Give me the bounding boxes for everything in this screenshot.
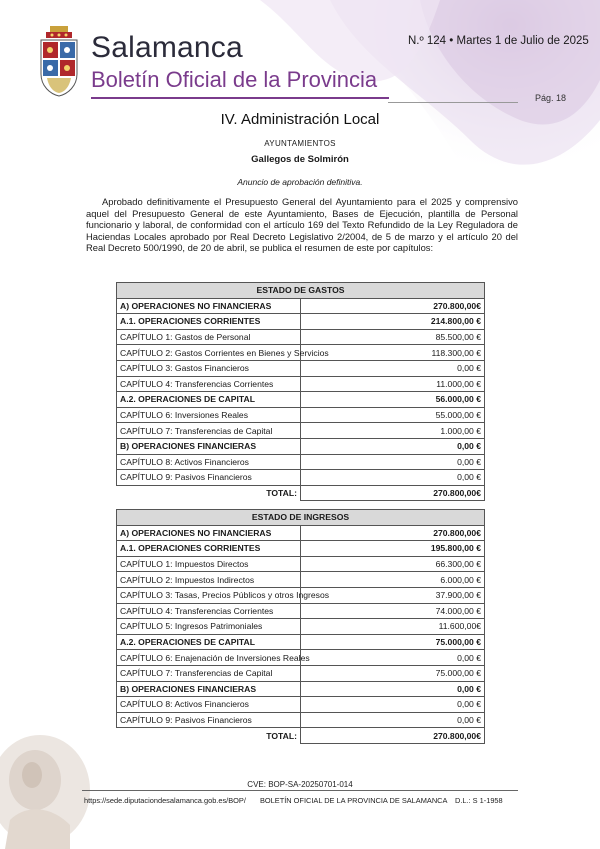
row-amount: 0,00 €	[301, 438, 485, 454]
expenses-table-header: ESTADO DE GASTOS	[117, 283, 485, 299]
row-amount: 74.000,00 €	[301, 603, 485, 619]
total-row	[117, 485, 485, 501]
table-row	[117, 376, 485, 392]
row-amount: 0,00 €	[301, 360, 485, 376]
table-row	[117, 392, 485, 408]
income-table	[116, 509, 485, 744]
brand-underline	[91, 97, 389, 99]
section-title: IV. Administración Local	[220, 111, 380, 128]
row-amount: 37.900,00 €	[301, 587, 485, 603]
row-label: CAPÍTULO 2: Impuestos Indirectos	[117, 572, 301, 588]
row-label: CAPÍTULO 1: Impuestos Directos	[117, 556, 301, 572]
row-amount: 1.000,00 €	[301, 423, 485, 439]
table-row	[117, 454, 485, 470]
table-row	[117, 665, 485, 681]
table-row	[117, 587, 485, 603]
footer-legal-deposit: D.L.: S 1-1958	[455, 796, 503, 805]
row-amount: 11.000,00 €	[301, 376, 485, 392]
row-label: A.1. OPERACIONES CORRIENTES	[117, 314, 301, 330]
brand-subtitle: Boletín Oficial de la Provincia	[91, 67, 378, 92]
total-amount: 270.800,00€	[301, 485, 485, 501]
announcement-type: Anuncio de aprobación definitiva.	[237, 177, 363, 187]
cve-code: CVE: BOP-SA-20250701-014	[247, 780, 353, 789]
row-amount: 0,00 €	[301, 681, 485, 697]
table-row	[117, 470, 485, 486]
table-row	[117, 712, 485, 728]
province-coat-of-arms-icon	[38, 26, 80, 96]
table-row	[117, 556, 485, 572]
table-row	[117, 572, 485, 588]
row-label: CAPÍTULO 8: Activos Financieros	[117, 454, 301, 470]
income-table-header: ESTADO DE INGRESOS	[117, 510, 485, 526]
table-header-row	[117, 510, 485, 526]
section-category: AYUNTAMIENTOS	[264, 139, 336, 148]
row-amount: 75.000,00 €	[301, 634, 485, 650]
footer-url-link[interactable]: https://sede.diputaciondesalamanca.gob.es/BOP/	[84, 796, 246, 805]
table-row	[117, 423, 485, 439]
row-label: B) OPERACIONES FINANCIERAS	[117, 681, 301, 697]
row-label: CAPÍTULO 4: Transferencias Corrientes	[117, 376, 301, 392]
row-label: B) OPERACIONES FINANCIERAS	[117, 438, 301, 454]
row-amount: 0,00 €	[301, 470, 485, 486]
header-divider	[388, 102, 518, 103]
table-row	[117, 345, 485, 361]
table-row	[117, 681, 485, 697]
issue-number-date: N.º 124 • Martes 1 de Julio de 2025	[408, 35, 589, 47]
table-row	[117, 619, 485, 635]
row-amount: 75.000,00 €	[301, 665, 485, 681]
page-number: Pág. 18	[535, 93, 567, 103]
table-header-row	[117, 283, 485, 299]
row-amount: 56.000,00 €	[301, 392, 485, 408]
row-label: A.2. OPERACIONES DE CAPITAL	[117, 634, 301, 650]
table-row	[117, 329, 485, 345]
row-amount: 195.800,00 €	[301, 541, 485, 557]
row-amount: 270.800,00€	[301, 525, 485, 541]
table-row	[117, 407, 485, 423]
total-row	[117, 728, 485, 744]
table-row	[117, 525, 485, 541]
row-label: A.2. OPERACIONES DE CAPITAL	[117, 392, 301, 408]
row-label: A) OPERACIONES NO FINANCIERAS	[117, 298, 301, 314]
body-paragraph: Aprobado definitivamente el Presupuesto General del Ayuntamiento para el 2025 y comprensivo aquel del Presupuesto General de este Ayuntamiento, Bases de Ejecución, plantilla de Personal funcionario y laboral, de conformidad con el artículo 169 del Texto Refundido de la Ley Reguladora de Haciendas Locales aprobado por Real Decreto Legislativo 2/2004, de 5 de marzo y el artículo 20 del Real Decreto 500/1990, de 20 de abril, se publica el resumen de este por capítulos:	[86, 196, 518, 254]
footer-publication-name: BOLETÍN OFICIAL DE LA PROVINCIA DE SALAMANCA	[260, 796, 448, 805]
row-label: CAPÍTULO 6: Enajenación de Inversiones Reales	[117, 650, 301, 666]
table-row	[117, 634, 485, 650]
row-label: A.1. OPERACIONES CORRIENTES	[117, 541, 301, 557]
row-amount: 0,00 €	[301, 712, 485, 728]
table-row	[117, 438, 485, 454]
row-amount: 66.300,00 €	[301, 556, 485, 572]
table-row	[117, 697, 485, 713]
table-row	[117, 298, 485, 314]
row-label: CAPÍTULO 7: Transferencias de Capital	[117, 665, 301, 681]
row-amount: 11.600,00€	[301, 619, 485, 635]
row-label: CAPÍTULO 9: Pasivos Financieros	[117, 470, 301, 486]
row-amount: 6.000,00 €	[301, 572, 485, 588]
row-label: A) OPERACIONES NO FINANCIERAS	[117, 525, 301, 541]
table-row	[117, 650, 485, 666]
row-label: CAPÍTULO 1: Gastos de Personal	[117, 329, 301, 345]
expenses-table	[116, 282, 485, 501]
row-amount: 55.000,00 €	[301, 407, 485, 423]
row-label: CAPÍTULO 9: Pasivos Financieros	[117, 712, 301, 728]
total-amount: 270.800,00€	[301, 728, 485, 744]
row-amount: 118.300,00 €	[301, 345, 485, 361]
total-label: TOTAL:	[117, 728, 301, 744]
table-row	[117, 603, 485, 619]
row-label: CAPÍTULO 3: Tasas, Precios Públicos y otros Ingresos	[117, 587, 301, 603]
table-row	[117, 541, 485, 557]
municipality-name: Gallegos de Solmirón	[251, 154, 349, 165]
brand-title: Salamanca	[91, 31, 243, 64]
row-label: CAPÍTULO 8: Activos Financieros	[117, 697, 301, 713]
row-amount: 0,00 €	[301, 454, 485, 470]
row-label: CAPÍTULO 2: Gastos Corrientes en Bienes y Servicios	[117, 345, 301, 361]
row-amount: 0,00 €	[301, 697, 485, 713]
table-row	[117, 360, 485, 376]
row-label: CAPÍTULO 7: Transferencias de Capital	[117, 423, 301, 439]
row-amount: 85.500,00 €	[301, 329, 485, 345]
table-row	[117, 314, 485, 330]
total-label: TOTAL:	[117, 485, 301, 501]
row-amount: 270.800,00€	[301, 298, 485, 314]
row-label: CAPÍTULO 5: Ingresos Patrimoniales	[117, 619, 301, 635]
row-label: CAPÍTULO 6: Inversiones Reales	[117, 407, 301, 423]
row-label: CAPÍTULO 4: Transferencias Corrientes	[117, 603, 301, 619]
footer-divider	[82, 790, 518, 791]
row-amount: 0,00 €	[301, 650, 485, 666]
row-amount: 214.800,00 €	[301, 314, 485, 330]
row-label: CAPÍTULO 3: Gastos Financieros	[117, 360, 301, 376]
